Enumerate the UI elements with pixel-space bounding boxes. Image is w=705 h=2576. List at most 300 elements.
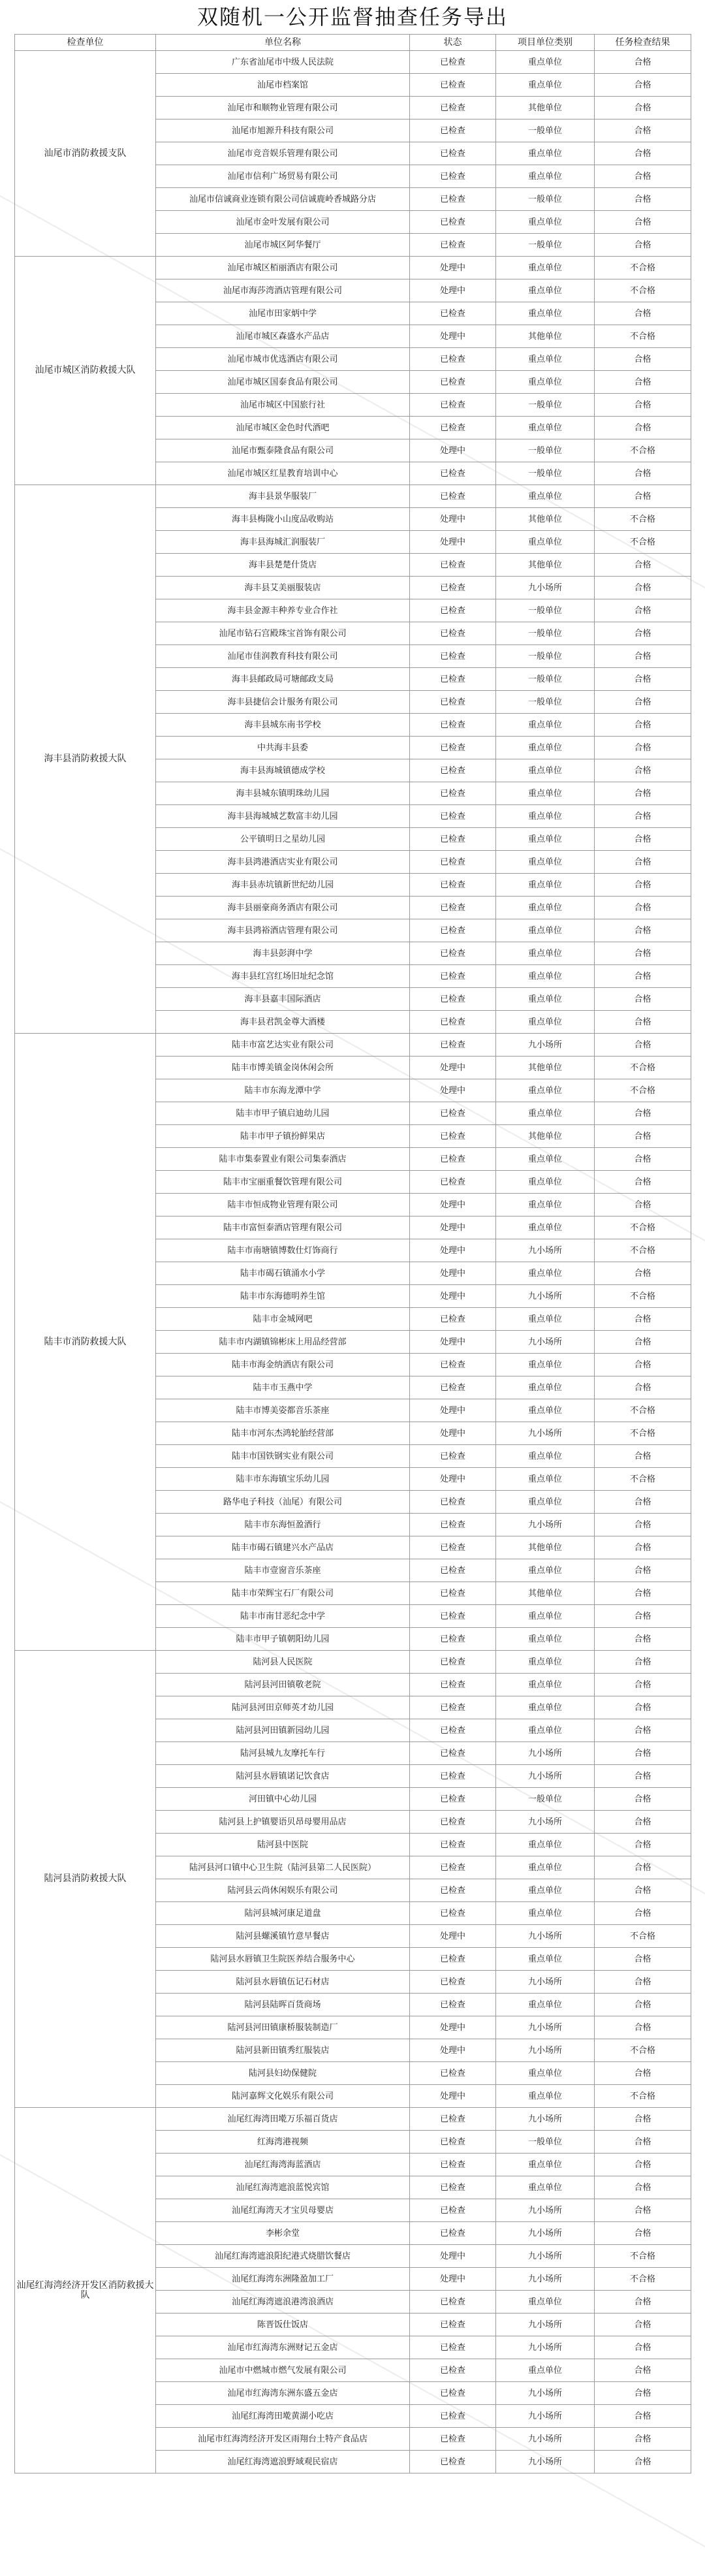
- cell-category: 其他单位: [496, 554, 595, 577]
- cell-category: 九小场所: [496, 2222, 595, 2245]
- cell-category: 重点单位: [496, 2062, 595, 2085]
- cell-status: 已检查: [410, 51, 496, 74]
- cell-name: 陆河县中医院: [156, 1834, 410, 1856]
- cell-name: 汕尾市旭源升科技有限公司: [156, 119, 410, 142]
- cell-result: 合格: [595, 1994, 691, 2016]
- inspection-unit-cell: 陆丰市消防救援大队: [15, 1034, 156, 1651]
- cell-category: 重点单位: [496, 371, 595, 394]
- cell-name: 汕尾红海湾遮浪蓝悦宾馆: [156, 2176, 410, 2199]
- cell-result: 合格: [595, 805, 691, 828]
- cell-category: 重点单位: [496, 1308, 595, 1331]
- cell-name: 海丰县嘉丰国际酒店: [156, 988, 410, 1011]
- cell-name: 广东省汕尾市中级人民法院: [156, 51, 410, 74]
- cell-category: 九小场所: [496, 2314, 595, 2336]
- cell-category: 重点单位: [496, 1445, 595, 1468]
- cell-name: 汕尾市钻石宫殿珠宝首饰有限公司: [156, 622, 410, 645]
- cell-category: 九小场所: [496, 2405, 595, 2428]
- cell-status: 已检查: [410, 1034, 496, 1057]
- cell-result: 合格: [595, 2199, 691, 2222]
- cell-result: 合格: [595, 1902, 691, 1925]
- cell-status: 已检查: [410, 1765, 496, 1788]
- cell-name: 陆河县新田镇秀红服装店: [156, 2039, 410, 2062]
- table-body: [15, 51, 691, 2473]
- cell-name: 汕尾红海湾田墘黄湖小吃店: [156, 2405, 410, 2428]
- cell-category: 重点单位: [496, 1674, 595, 1696]
- cell-category: 重点单位: [496, 1079, 595, 1102]
- cell-category: 九小场所: [496, 1742, 595, 1765]
- cell-status: 已检查: [410, 554, 496, 577]
- cell-category: 重点单位: [496, 1102, 595, 1125]
- cell-category: 九小场所: [496, 2382, 595, 2405]
- cell-result: 合格: [595, 1445, 691, 1468]
- cell-name: 陆丰市海金纳酒店有限公司: [156, 1354, 410, 1376]
- cell-name: 陆丰市富恒泰酒店管理有限公司: [156, 1216, 410, 1239]
- cell-status: 已检查: [410, 1125, 496, 1148]
- cell-category: 重点单位: [496, 897, 595, 919]
- cell-status: 已检查: [410, 1308, 496, 1331]
- cell-name: 海丰县红宫红场旧址纪念馆: [156, 965, 410, 988]
- cell-category: 九小场所: [496, 1422, 595, 1445]
- cell-result: 合格: [595, 1742, 691, 1765]
- cell-result: 合格: [595, 1262, 691, 1285]
- cell-status: 处理中: [410, 1079, 496, 1102]
- cell-status: 已检查: [410, 1902, 496, 1925]
- cell-status: 已检查: [410, 737, 496, 759]
- cell-name: 汕尾市红海湾东洲东盛五金店: [156, 2382, 410, 2405]
- inspection-unit-cell: 汕尾红海湾经济开发区消防救援大队: [15, 2108, 156, 2473]
- cell-status: 已检查: [410, 577, 496, 599]
- cell-category: 重点单位: [496, 1834, 595, 1856]
- cell-status: 已检查: [410, 2382, 496, 2405]
- cell-status: 处理中: [410, 1399, 496, 1422]
- cell-status: 已检查: [410, 874, 496, 897]
- cell-result: 合格: [595, 74, 691, 97]
- cell-status: 已检查: [410, 2405, 496, 2428]
- cell-name: 海丰县彭湃中学: [156, 942, 410, 965]
- cell-category: 其他单位: [496, 97, 595, 119]
- cell-name: 红海湾港视频: [156, 2131, 410, 2154]
- cell-result: 合格: [595, 2428, 691, 2451]
- cell-status: 处理中: [410, 1239, 496, 1262]
- cell-status: 已检查: [410, 1491, 496, 1514]
- cell-name: 陆丰市东海德明养生馆: [156, 1285, 410, 1308]
- cell-result: 合格: [595, 2336, 691, 2359]
- cell-result: 合格: [595, 1331, 691, 1354]
- cell-category: 一般单位: [496, 622, 595, 645]
- cell-status: 已检查: [410, 1971, 496, 1994]
- cell-result: 合格: [595, 1376, 691, 1399]
- cell-status: 已检查: [410, 2314, 496, 2336]
- cell-category: 重点单位: [496, 1216, 595, 1239]
- cell-category: 一般单位: [496, 599, 595, 622]
- cell-name: 汕尾市城区国泰食品有限公司: [156, 371, 410, 394]
- cell-status: 已检查: [410, 759, 496, 782]
- cell-status: 已检查: [410, 74, 496, 97]
- cell-status: 处理中: [410, 531, 496, 554]
- cell-category: 九小场所: [496, 2108, 595, 2131]
- cell-category: 一般单位: [496, 119, 595, 142]
- cell-result: 合格: [595, 142, 691, 165]
- cell-result: 合格: [595, 371, 691, 394]
- cell-result: 不合格: [595, 1399, 691, 1422]
- cell-category: 九小场所: [496, 2428, 595, 2451]
- cell-result: 合格: [595, 119, 691, 142]
- cell-category: 九小场所: [496, 1285, 595, 1308]
- cell-status: 已检查: [410, 485, 496, 508]
- cell-result: 不合格: [595, 2085, 691, 2108]
- cell-status: 处理中: [410, 279, 496, 302]
- cell-category: 一般单位: [496, 668, 595, 691]
- cell-status: 已检查: [410, 691, 496, 714]
- cell-name: 陆河县上护镇婴语贝昂母婴用品店: [156, 1811, 410, 1834]
- cell-status: 已检查: [410, 1834, 496, 1856]
- cell-result: 合格: [595, 1765, 691, 1788]
- cell-result: 合格: [595, 554, 691, 577]
- cell-status: 已检查: [410, 919, 496, 942]
- cell-category: 重点单位: [496, 1171, 595, 1194]
- cell-name: 汕尾红海湾遮浪港湾浪酒店: [156, 2291, 410, 2314]
- cell-result: 合格: [595, 759, 691, 782]
- cell-result: 合格: [595, 691, 691, 714]
- cell-result: 合格: [595, 919, 691, 942]
- cell-name: 公平镇明日之星幼儿园: [156, 828, 410, 851]
- table-row: [15, 51, 691, 74]
- cell-name: 路华电子科技（汕尾）有限公司: [156, 1491, 410, 1514]
- header-result: 任务检查结果: [595, 35, 691, 51]
- cell-category: 重点单位: [496, 417, 595, 439]
- cell-name: 汕尾市和顺物业管理有限公司: [156, 97, 410, 119]
- cell-status: 已检查: [410, 234, 496, 257]
- cell-name: 汕尾市城区红星教育培训中心: [156, 462, 410, 485]
- header-status: 状态: [410, 35, 496, 51]
- cell-name: 汕尾市红海湾经济开发区雨翔台土特产食品店: [156, 2428, 410, 2451]
- cell-name: 陆丰市东海恒盈酒行: [156, 1514, 410, 1536]
- cell-result: 合格: [595, 1696, 691, 1719]
- cell-category: 重点单位: [496, 2154, 595, 2176]
- cell-category: 一般单位: [496, 2131, 595, 2154]
- cell-result: 合格: [595, 234, 691, 257]
- cell-category: 一般单位: [496, 394, 595, 417]
- cell-category: 重点单位: [496, 1148, 595, 1171]
- cell-category: 重点单位: [496, 2085, 595, 2108]
- cell-status: 已检查: [410, 1674, 496, 1696]
- cell-name: 汕尾红海湾遮浪阳纪港式烧腊饮餐店: [156, 2245, 410, 2268]
- cell-name: 陆河县城九友摩托车行: [156, 1742, 410, 1765]
- cell-category: 其他单位: [496, 1536, 595, 1559]
- cell-name: 陆河县河田镇新园幼儿园: [156, 1719, 410, 1742]
- cell-result: 合格: [595, 2062, 691, 2085]
- cell-category: 重点单位: [496, 257, 595, 279]
- cell-status: 处理中: [410, 1216, 496, 1239]
- cell-status: 已检查: [410, 1788, 496, 1811]
- cell-category: 重点单位: [496, 919, 595, 942]
- cell-category: 一般单位: [496, 462, 595, 485]
- cell-name: 陆丰市甲子镇启迪幼儿园: [156, 1102, 410, 1125]
- cell-result: 合格: [595, 1308, 691, 1331]
- cell-name: 汕尾红海湾天才宝贝母婴店: [156, 2199, 410, 2222]
- cell-category: 重点单位: [496, 1902, 595, 1925]
- cell-name: 海丰县海城城艺数富丰幼儿园: [156, 805, 410, 828]
- cell-name: 陆河县河口镇中心卫生院（陆河县第二人民医院）: [156, 1856, 410, 1879]
- cell-result: 合格: [595, 165, 691, 188]
- cell-result: 合格: [595, 782, 691, 805]
- cell-result: 不合格: [595, 1925, 691, 1948]
- cell-category: 重点单位: [496, 851, 595, 874]
- cell-category: 重点单位: [496, 74, 595, 97]
- cell-status: 已检查: [410, 1559, 496, 1582]
- cell-result: 合格: [595, 348, 691, 371]
- cell-result: 合格: [595, 874, 691, 897]
- cell-name: 陆丰市富艺达实业有限公司: [156, 1034, 410, 1057]
- cell-category: 重点单位: [496, 165, 595, 188]
- cell-result: 不合格: [595, 531, 691, 554]
- cell-result: 合格: [595, 1125, 691, 1148]
- cell-result: 不合格: [595, 1216, 691, 1239]
- cell-category: 重点单位: [496, 1605, 595, 1628]
- cell-result: 合格: [595, 1948, 691, 1971]
- cell-category: 其他单位: [496, 1057, 595, 1079]
- cell-result: 合格: [595, 1536, 691, 1559]
- cell-category: 九小场所: [496, 1239, 595, 1262]
- cell-name: 海丰县鸿港酒店实业有限公司: [156, 851, 410, 874]
- cell-status: 已检查: [410, 462, 496, 485]
- cell-category: 重点单位: [496, 759, 595, 782]
- cell-status: 已检查: [410, 417, 496, 439]
- cell-status: 已检查: [410, 1148, 496, 1171]
- cell-status: 已检查: [410, 97, 496, 119]
- cell-result: 合格: [595, 599, 691, 622]
- cell-category: 其他单位: [496, 1582, 595, 1605]
- cell-result: 合格: [595, 851, 691, 874]
- cell-name: 陆丰市宝丽重餐饮管理有限公司: [156, 1171, 410, 1194]
- header-inspection-unit: 检查单位: [15, 35, 156, 51]
- cell-status: 已检查: [410, 714, 496, 737]
- cell-name: 陆丰市碣石镇涌水小学: [156, 1262, 410, 1285]
- cell-result: 不合格: [595, 279, 691, 302]
- cell-status: 处理中: [410, 1285, 496, 1308]
- cell-category: 重点单位: [496, 1468, 595, 1491]
- cell-status: 处理中: [410, 1057, 496, 1079]
- cell-name: 中共海丰县委: [156, 737, 410, 759]
- cell-result: 合格: [595, 1354, 691, 1376]
- cell-name: 陆丰市南甘恶纪念中学: [156, 1605, 410, 1628]
- cell-name: 陆河县河田京师英才幼儿园: [156, 1696, 410, 1719]
- cell-name: 汕尾市城区阿华餐厅: [156, 234, 410, 257]
- cell-result: 不合格: [595, 2245, 691, 2268]
- cell-status: 已检查: [410, 1582, 496, 1605]
- cell-name: 汕尾市信诚商业连锁有限公司信诚鹿岭香城路分店: [156, 188, 410, 211]
- cell-status: 已检查: [410, 371, 496, 394]
- cell-status: 已检查: [410, 2336, 496, 2359]
- cell-result: 合格: [595, 2154, 691, 2176]
- cell-status: 处理中: [410, 325, 496, 348]
- cell-name: 海丰县海城镇德成学校: [156, 759, 410, 782]
- cell-result: 合格: [595, 965, 691, 988]
- cell-category: 重点单位: [496, 1262, 595, 1285]
- cell-category: 重点单位: [496, 1354, 595, 1376]
- cell-result: 不合格: [595, 1422, 691, 1445]
- table-row: [15, 485, 691, 508]
- cell-name: 海丰县梅陇小山度品收购站: [156, 508, 410, 531]
- cell-category: 九小场所: [496, 1331, 595, 1354]
- cell-name: 海丰县邮政局可塘邮政支局: [156, 668, 410, 691]
- cell-category: 重点单位: [496, 782, 595, 805]
- cell-category: 九小场所: [496, 2451, 595, 2473]
- cell-category: 重点单位: [496, 1559, 595, 1582]
- cell-result: 不合格: [595, 1079, 691, 1102]
- cell-result: 合格: [595, 1811, 691, 1834]
- inspection-unit-cell: 汕尾市消防救援支队: [15, 51, 156, 257]
- cell-name: 陆丰市内湖镇锦彬床上用品经营部: [156, 1331, 410, 1354]
- page-title: 双随机一公开监督抽查任务导出: [196, 5, 508, 29]
- cell-status: 处理中: [410, 2039, 496, 2062]
- cell-name: 陈晋饭仕饭店: [156, 2314, 410, 2336]
- cell-name: 陆丰市壹窗音乐茶座: [156, 1559, 410, 1582]
- cell-status: 已检查: [410, 1994, 496, 2016]
- cell-result: 合格: [595, 1582, 691, 1605]
- cell-status: 已检查: [410, 1376, 496, 1399]
- inspection-unit-cell: 汕尾市城区消防救援大队: [15, 257, 156, 485]
- cell-category: 一般单位: [496, 1788, 595, 1811]
- cell-result: 合格: [595, 1605, 691, 1628]
- cell-status: 已检查: [410, 188, 496, 211]
- table-header: [15, 35, 691, 51]
- cell-status: 已检查: [410, 1948, 496, 1971]
- cell-result: 合格: [595, 188, 691, 211]
- inspection-unit-cell: 陆河县消防救援大队: [15, 1651, 156, 2108]
- cell-result: 合格: [595, 485, 691, 508]
- cell-category: 重点单位: [496, 1948, 595, 1971]
- cell-result: 合格: [595, 1719, 691, 1742]
- cell-status: 已检查: [410, 2176, 496, 2199]
- cell-result: 合格: [595, 2131, 691, 2154]
- cell-result: 合格: [595, 1879, 691, 1902]
- cell-category: 其他单位: [496, 1125, 595, 1148]
- table-row: [15, 2108, 691, 2131]
- cell-name: 陆河县河田镇康桥服装制造厂: [156, 2016, 410, 2039]
- cell-result: 合格: [595, 2176, 691, 2199]
- cell-status: 已检查: [410, 1628, 496, 1651]
- cell-category: 重点单位: [496, 1994, 595, 2016]
- cell-name: 陆丰市碣石镇建兴水产品店: [156, 1536, 410, 1559]
- cell-category: 重点单位: [496, 1011, 595, 1034]
- cell-status: 已检查: [410, 1811, 496, 1834]
- cell-result: 合格: [595, 2291, 691, 2314]
- cell-name: 汕尾市佳润教育科技有限公司: [156, 645, 410, 668]
- cell-category: 九小场所: [496, 1811, 595, 1834]
- cell-category: 重点单位: [496, 828, 595, 851]
- cell-name: 陆河县水唇镇伍记石材店: [156, 1971, 410, 1994]
- cell-category: 重点单位: [496, 1651, 595, 1674]
- cell-status: 已检查: [410, 897, 496, 919]
- cell-status: 处理中: [410, 1422, 496, 1445]
- cell-result: 合格: [595, 1171, 691, 1194]
- cell-result: 合格: [595, 622, 691, 645]
- cell-name: 陆丰市甲子镇扮鲜果店: [156, 1125, 410, 1148]
- cell-status: 已检查: [410, 645, 496, 668]
- cell-category: 重点单位: [496, 874, 595, 897]
- cell-name: 汕尾市城区中国旅行社: [156, 394, 410, 417]
- cell-name: 汕尾市中燃城市燃气发展有限公司: [156, 2359, 410, 2382]
- cell-status: 处理中: [410, 1194, 496, 1216]
- cell-result: 合格: [595, 2359, 691, 2382]
- cell-status: 已检查: [410, 2131, 496, 2154]
- cell-status: 已检查: [410, 2222, 496, 2245]
- cell-category: 九小场所: [496, 1971, 595, 1994]
- cell-name: 海丰县楚楚什货店: [156, 554, 410, 577]
- cell-status: 处理中: [410, 1468, 496, 1491]
- cell-result: 合格: [595, 1011, 691, 1034]
- cell-category: 重点单位: [496, 348, 595, 371]
- cell-status: 已检查: [410, 942, 496, 965]
- cell-category: 重点单位: [496, 2359, 595, 2382]
- cell-name: 海丰县城东南书学校: [156, 714, 410, 737]
- cell-status: 已检查: [410, 599, 496, 622]
- cell-category: 重点单位: [496, 211, 595, 234]
- cell-result: 合格: [595, 668, 691, 691]
- cell-category: 九小场所: [496, 1034, 595, 1057]
- cell-category: 九小场所: [496, 1925, 595, 1948]
- cell-name: 陆河县人民医院: [156, 1651, 410, 1674]
- cell-result: 合格: [595, 1194, 691, 1216]
- cell-name: 陆河县水唇镇诺记饮食店: [156, 1765, 410, 1788]
- cell-result: 合格: [595, 1491, 691, 1514]
- cell-status: 已检查: [410, 2428, 496, 2451]
- cell-status: 已检查: [410, 1605, 496, 1628]
- cell-result: 合格: [595, 1559, 691, 1582]
- cell-status: 处理中: [410, 439, 496, 462]
- cell-status: 已检查: [410, 142, 496, 165]
- cell-result: 合格: [595, 1102, 691, 1125]
- cell-result: 合格: [595, 2405, 691, 2428]
- cell-result: 合格: [595, 988, 691, 1011]
- cell-result: 合格: [595, 1856, 691, 1879]
- cell-category: 九小场所: [496, 1514, 595, 1536]
- cell-result: 合格: [595, 2382, 691, 2405]
- cell-category: 重点单位: [496, 2291, 595, 2314]
- cell-result: 合格: [595, 394, 691, 417]
- cell-category: 九小场所: [496, 1765, 595, 1788]
- cell-result: 合格: [595, 1651, 691, 1674]
- cell-status: 已检查: [410, 119, 496, 142]
- cell-category: 重点单位: [496, 805, 595, 828]
- cell-name: 汕尾红海湾海蓝酒店: [156, 2154, 410, 2176]
- cell-status: 已检查: [410, 1354, 496, 1376]
- cell-result: 合格: [595, 1514, 691, 1536]
- cell-result: 合格: [595, 2108, 691, 2131]
- cell-name: 汕尾红海湾遮浪野域观民宿店: [156, 2451, 410, 2473]
- cell-status: 已检查: [410, 1011, 496, 1034]
- cell-result: 合格: [595, 645, 691, 668]
- cell-category: 重点单位: [496, 988, 595, 1011]
- cell-name: 海丰县艾美丽服装店: [156, 577, 410, 599]
- cell-result: 合格: [595, 1148, 691, 1171]
- cell-name: 汕尾市城区栢丽酒店有限公司: [156, 257, 410, 279]
- cell-name: 陆河县妇幼保健院: [156, 2062, 410, 2085]
- cell-name: 汕尾红海湾田墘万乐福百货店: [156, 2108, 410, 2131]
- cell-name: 李彬余堂: [156, 2222, 410, 2245]
- cell-status: 已检查: [410, 1719, 496, 1742]
- cell-result: 合格: [595, 302, 691, 325]
- cell-category: 一般单位: [496, 645, 595, 668]
- cell-name: 海丰县海城汇润服装厂: [156, 531, 410, 554]
- cell-name: 汕尾市竞音娱乐管理有限公司: [156, 142, 410, 165]
- cell-category: 一般单位: [496, 691, 595, 714]
- cell-name: 陆丰市南塘镇博数仕灯饰商行: [156, 1239, 410, 1262]
- cell-name: 陆丰市荣辉宝石厂有限公司: [156, 1582, 410, 1605]
- cell-name: 海丰县城东镇明珠幼儿园: [156, 782, 410, 805]
- cell-status: 已检查: [410, 851, 496, 874]
